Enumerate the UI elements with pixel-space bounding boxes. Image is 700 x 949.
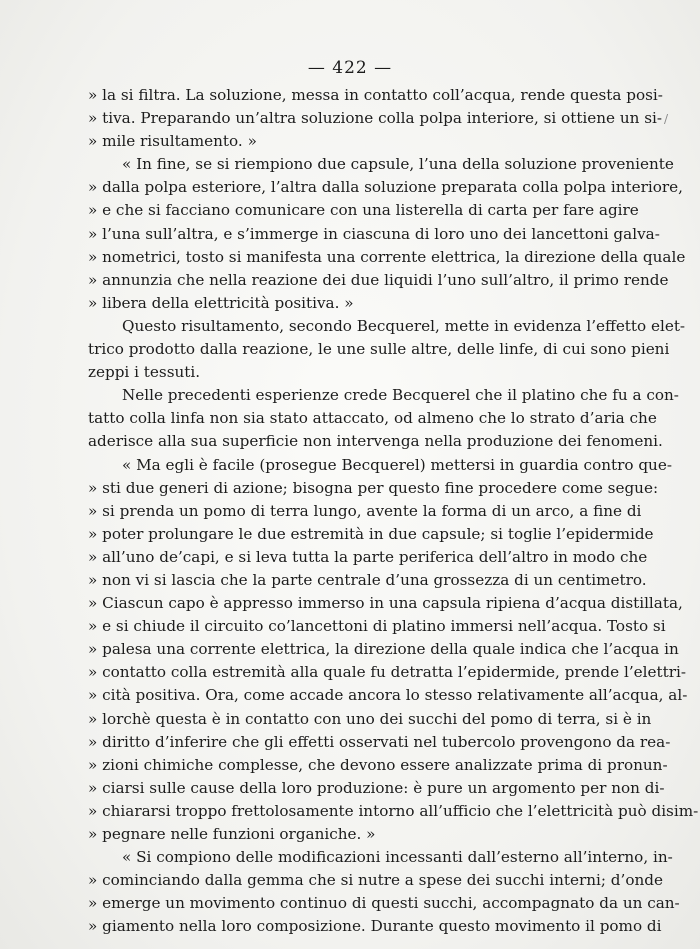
text-line: » dalla polpa esteriore, l’altra dalla soluzione preparata colla polpa interiore, bbox=[88, 178, 683, 197]
text-line: trico prodotto dalla reazione, le une sulle altre, delle linfe, di cui sono pieni bbox=[88, 340, 670, 359]
text-line: » tiva. Preparando un’altra soluzione colla polpa interiore, si ottiene un si- bbox=[88, 109, 663, 128]
text-line: » e che si facciano comunicare con una listerella di carta per fare agire bbox=[88, 201, 639, 220]
text-line: aderisce alla sua superficie non intervenga nella produzione dei fenomeni. bbox=[88, 432, 663, 451]
margin-mark: / bbox=[664, 112, 669, 126]
text-line: » contatto colla estremità alla quale fu detratta l’epidermide, prende l’elettri- bbox=[88, 663, 686, 682]
text-line: » si prenda un pomo di terra lungo, avente la forma di un arco, a fine di bbox=[88, 501, 642, 520]
text-line: » nometrici, tosto si manifesta una corrente elettrica, la direzione della quale bbox=[88, 247, 686, 266]
page-number: — 422 — bbox=[307, 58, 393, 78]
text-line: « Ma egli è facile (prosegue Becquerel) mettersi in guardia contro que- bbox=[122, 455, 672, 474]
text-line: » zioni chimiche complesse, che devono essere analizzate prima di pronun- bbox=[88, 755, 668, 774]
text-line: « Si compiono delle modificazioni incessanti dall’esterno all’interno, in- bbox=[122, 848, 673, 867]
text-line: » emerge un movimento continuo di questi succhi, accompagnato da un can- bbox=[88, 894, 680, 913]
text-line: » palesa una corrente elettrica, la direzione della quale indica che l’acqua in bbox=[88, 640, 679, 659]
text-line: » all’uno de’capi, e si leva tutta la parte periferica dell’altro in modo che bbox=[88, 547, 648, 566]
text-line: zeppi i tessuti. bbox=[88, 363, 201, 382]
text-line: » ciarsi sulle cause della loro produzione: è pure un argomento per non di- bbox=[88, 778, 665, 797]
text-line: » non vi si lascia che la parte centrale d’una grossezza di un centimetro. bbox=[88, 570, 647, 589]
body-text bbox=[88, 84, 699, 938]
text-line: » e si chiude il circuito co’lancettoni di platino immersi nell’acqua. Tosto si bbox=[88, 617, 666, 636]
text-line: » annunzia che nella reazione dei due liquidi l’uno sull’altro, il primo rende bbox=[88, 270, 669, 289]
text-line: » poter prolungare le due estremità in due capsule; si toglie l’epidermide bbox=[88, 524, 654, 543]
text-line: » mile risultamento. » bbox=[88, 132, 257, 151]
text-line: » sti due generi di azione; bisogna per questo fine procedere come segue: bbox=[88, 478, 659, 497]
text-line: « In fine, se si riempiono due capsule, l’una della soluzione proveniente bbox=[122, 155, 674, 174]
text-line: tatto colla linfa non sia stato attaccato, od almeno che lo strato d’aria che bbox=[88, 409, 657, 428]
text-line: » cità positiva. Ora, come accade ancora lo stesso relativamente all’acqua, al- bbox=[88, 686, 688, 705]
text-line: » pegnare nelle funzioni organiche. » bbox=[88, 825, 376, 843]
text-line: » cominciando dalla gemma che si nutre a spese dei succhi interni; d’onde bbox=[88, 871, 663, 890]
text-line: » l’una sull’altra, e s’immerge in ciascuna di loro uno dei lancettoni galva- bbox=[88, 224, 660, 243]
text-line: » la si filtra. La soluzione, messa in contatto coll’acqua, rende questa posi- bbox=[88, 86, 663, 104]
text-line: » diritto d’inferire che gli effetti osservati nel tubercolo provengono da rea- bbox=[88, 732, 671, 751]
text-line: » giamento nella loro composizione. Durante questo movimento il pomo di bbox=[88, 917, 662, 936]
text-line: Nelle precedenti esperienze crede Becquerel che il platino che fu a con- bbox=[122, 386, 679, 405]
text-line: » lorchè questa è in contatto con uno dei succhi del pomo di terra, si è in bbox=[88, 709, 652, 728]
text-line: » Ciascun capo è appresso immerso in una capsula ripiena d’acqua distillata, bbox=[88, 594, 683, 613]
text-line: » chiararsi troppo frettolosamente intorno all’ufficio che l’elettricità può disim- bbox=[88, 801, 699, 820]
text-line: Questo risultamento, secondo Becquerel, mette in evidenza l’effetto elet- bbox=[122, 316, 686, 335]
text-line: » libera della elettricità positiva. » bbox=[88, 293, 354, 312]
